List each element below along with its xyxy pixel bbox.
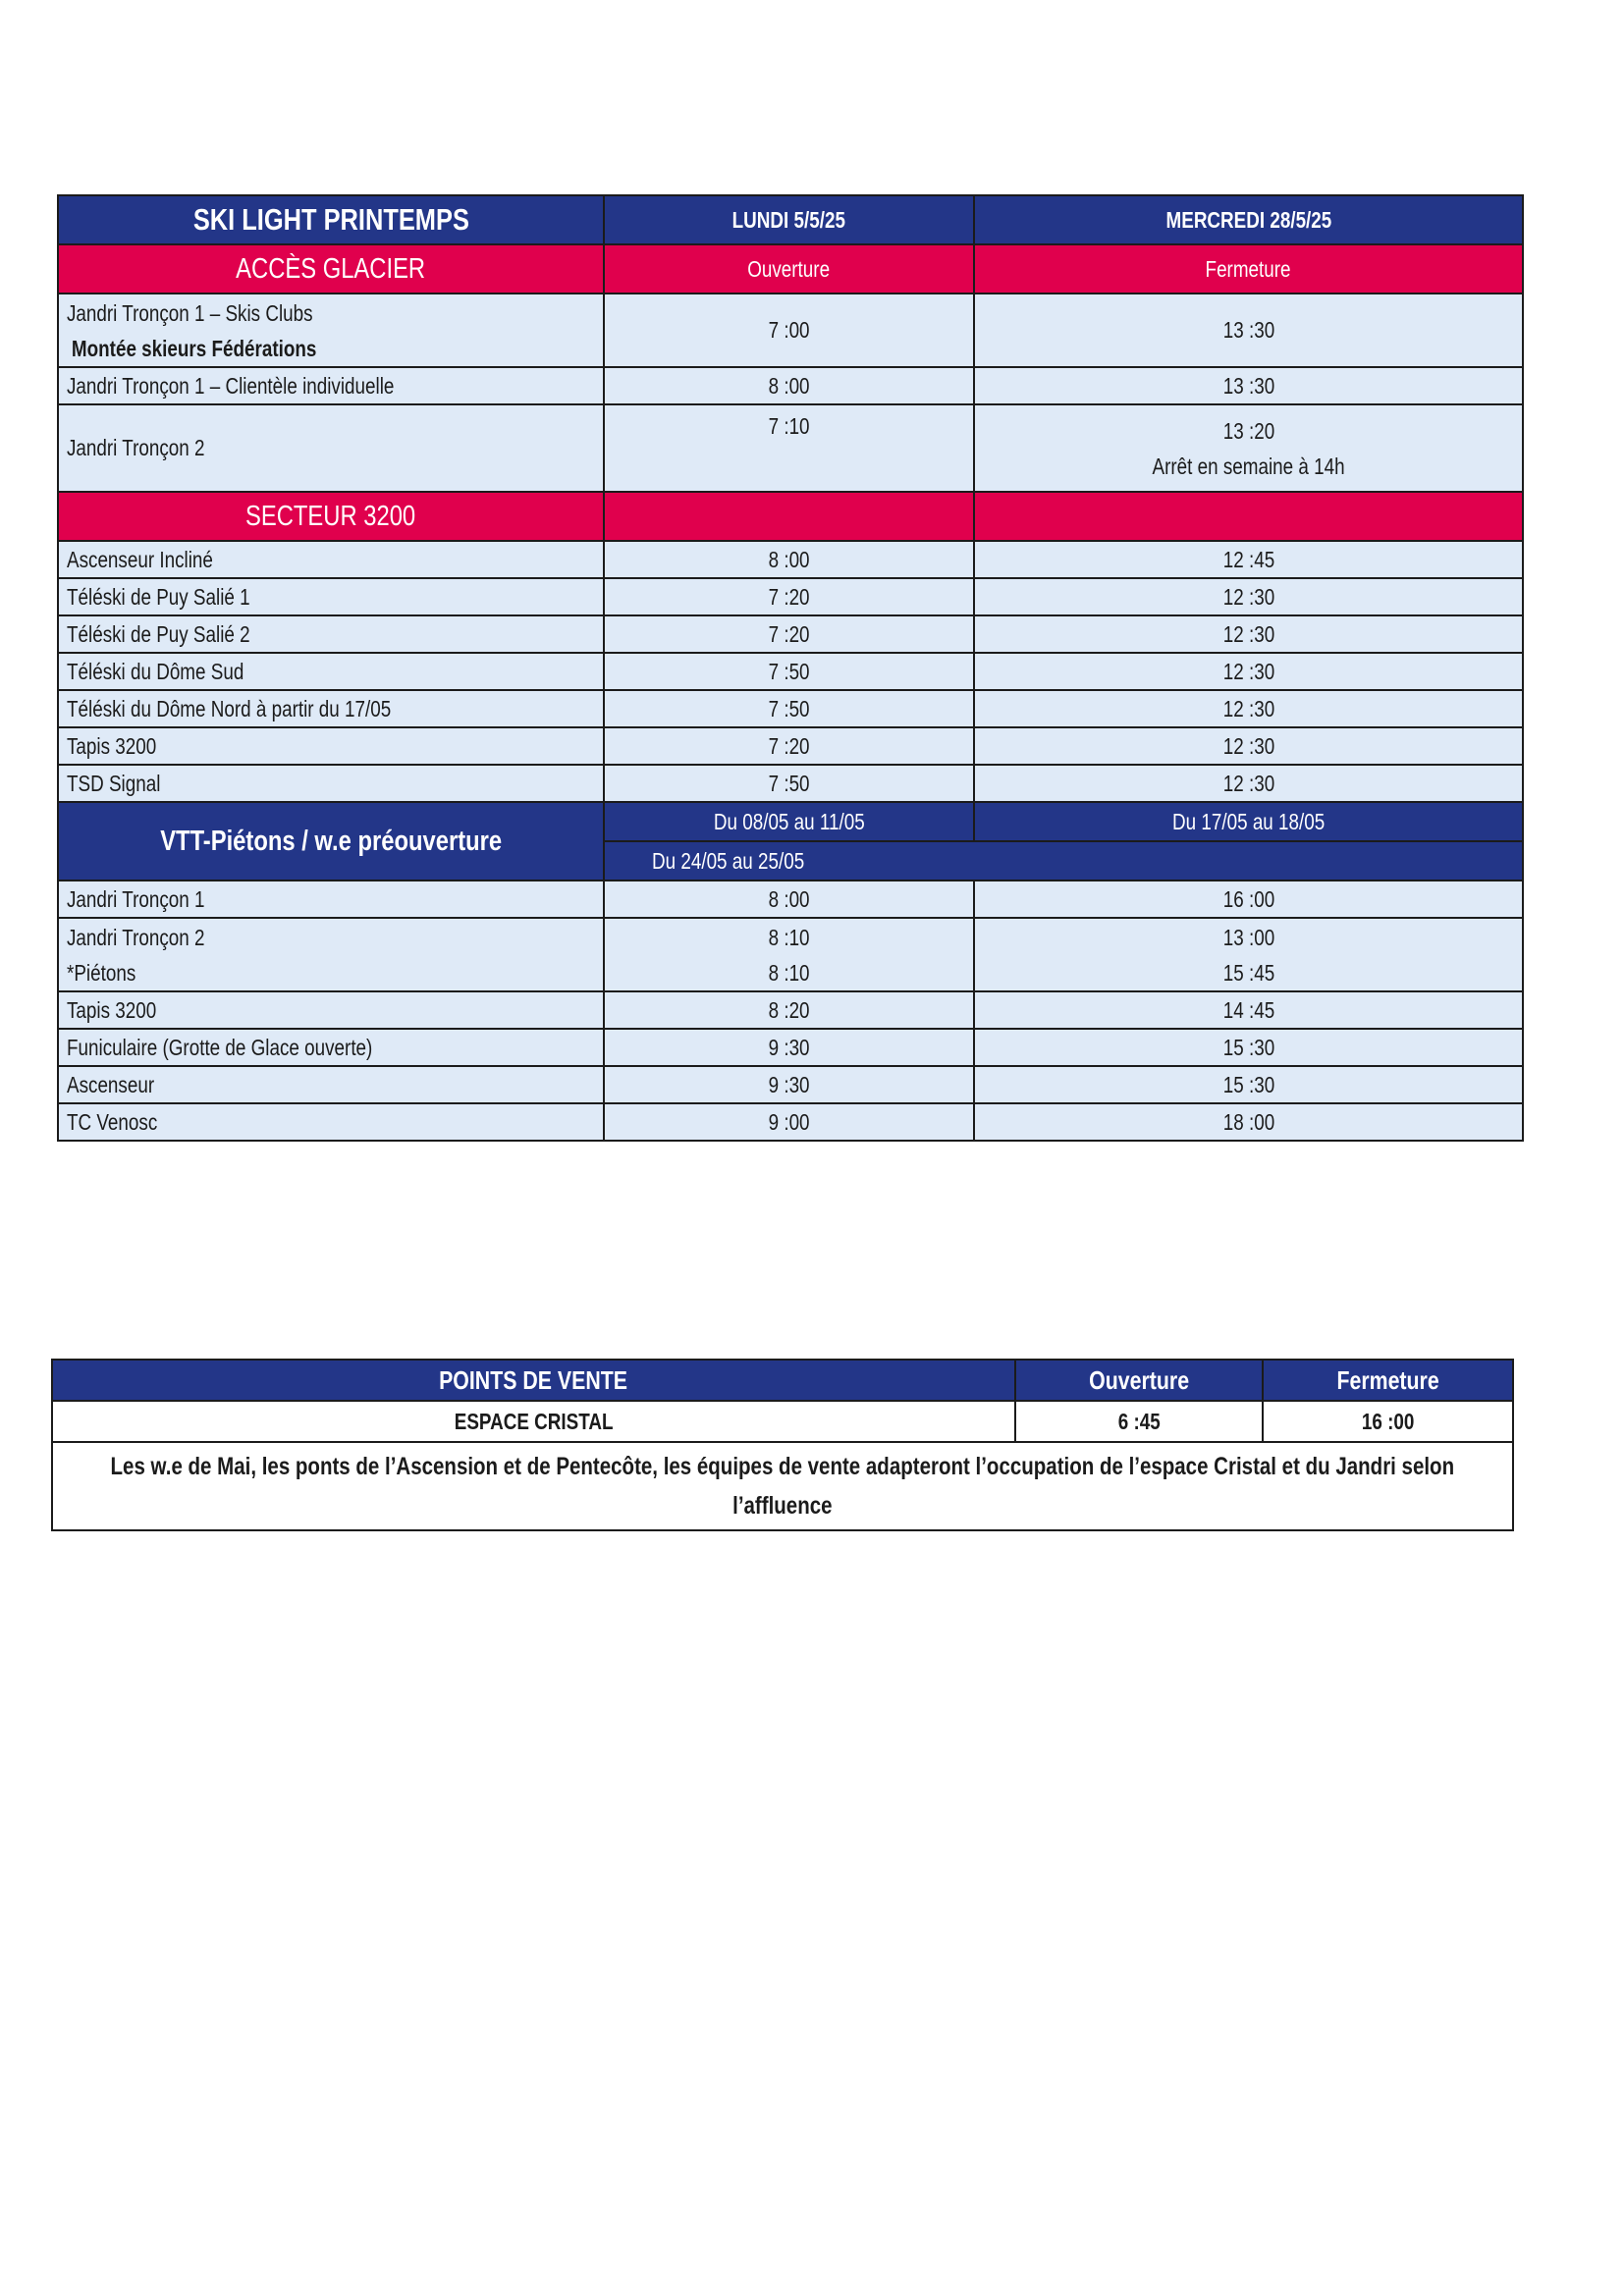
glacier-section-title: ACCÈS GLACIER [58, 244, 604, 294]
table-row [58, 541, 1523, 578]
row-label: Jandri Tronçon 1 – Skis Clubs Montée skieurs Fédérations [58, 294, 604, 367]
row-close: 12 :30 [974, 578, 1523, 615]
row-open: 9 :30 [604, 1029, 974, 1066]
row-close-note: Arrêt en semaine à 14h [1152, 453, 1345, 479]
row-label: Jandri Tronçon 2 [58, 404, 604, 492]
row-close: 16 :00 [974, 881, 1523, 918]
row-close: 12 :30 [974, 615, 1523, 653]
sales-open: 6 :45 [1015, 1401, 1263, 1442]
secteur-empty-cell [974, 492, 1523, 541]
vtt-period-2: Du 17/05 au 18/05 [974, 802, 1523, 841]
schedule-date-end: MERCREDI 28/5/25 [974, 195, 1523, 244]
table-row [58, 1029, 1523, 1066]
row-sublabel: *Piétons [67, 959, 136, 986]
row-open: 7 :00 [604, 294, 974, 367]
table-row [58, 918, 1523, 991]
ski-light-schedule-table [57, 194, 1524, 1142]
row-close: 18 :00 [974, 1103, 1523, 1141]
sales-note: Les w.e de Mai, les ponts de l’Ascension et de Pentecôte, les équipes de vente adapteront l’occupation de l’espace Cristal et du Jandri selon l’affluence [52, 1442, 1513, 1530]
glacier-open-header: Ouverture [604, 244, 974, 294]
vtt-period-1: Du 08/05 au 11/05 [604, 802, 974, 841]
row-label: Jandri Tronçon 1 [58, 881, 604, 918]
row-label: Tapis 3200 [58, 727, 604, 765]
sales-close-header: Fermeture [1263, 1360, 1513, 1401]
schedule-header-row [58, 195, 1523, 244]
vtt-section-row [58, 802, 1523, 841]
schedule-date-start: LUNDI 5/5/25 [604, 195, 974, 244]
sales-close: 16 :00 [1263, 1401, 1513, 1442]
row-open: 7 :50 [604, 765, 974, 802]
table-row [58, 1066, 1523, 1103]
row-close: 12 :30 [974, 690, 1523, 727]
secteur-section-row [58, 492, 1523, 541]
row-open: 8 :10 8 :10 [604, 918, 974, 991]
table-row [58, 727, 1523, 765]
row-label: Funiculaire (Grotte de Glace ouverte) [58, 1029, 604, 1066]
row-label: TSD Signal [58, 765, 604, 802]
sales-open-header: Ouverture [1015, 1360, 1263, 1401]
sales-header-row [52, 1360, 1513, 1401]
table-row [58, 1103, 1523, 1141]
row-label: TC Venosc [58, 1103, 604, 1141]
sales-place: ESPACE CRISTAL [52, 1401, 1015, 1442]
table-row [58, 367, 1523, 404]
row-close: 12 :30 [974, 765, 1523, 802]
row-label: Téléski de Puy Salié 1 [58, 578, 604, 615]
row-open: 7 :20 [604, 727, 974, 765]
secteur-empty-cell [604, 492, 974, 541]
glacier-section-row [58, 244, 1523, 294]
row-label: Jandri Tronçon 1 – Clientèle individuelle [58, 367, 604, 404]
row-open: 9 :00 [604, 1103, 974, 1141]
sales-note-row [52, 1442, 1513, 1530]
row-open: 7 :10 [604, 404, 974, 492]
vtt-section-title: VTT-Piétons / w.e préouverture [58, 802, 604, 881]
row-open: 7 :20 [604, 615, 974, 653]
row-label: Téléski de Puy Salié 2 [58, 615, 604, 653]
row-open: 8 :00 [604, 367, 974, 404]
table-row [58, 690, 1523, 727]
schedule-title: SKI LIGHT PRINTEMPS [58, 195, 604, 244]
sales-points-table [51, 1359, 1514, 1531]
table-row [58, 765, 1523, 802]
row-close: 15 :30 [974, 1066, 1523, 1103]
row-open: 7 :20 [604, 578, 974, 615]
table-row [58, 615, 1523, 653]
secteur-section-title: SECTEUR 3200 [58, 492, 604, 541]
row-open: 7 :50 [604, 653, 974, 690]
row-label: Téléski du Dôme Nord à partir du 17/05 [58, 690, 604, 727]
row-close: 13 :30 [974, 294, 1523, 367]
row-open: 8 :00 [604, 541, 974, 578]
table-row [58, 991, 1523, 1029]
sales-title: POINTS DE VENTE [52, 1360, 1015, 1401]
row-close: 12 :30 [974, 727, 1523, 765]
table-row [58, 404, 1523, 492]
row-open: 7 :50 [604, 690, 974, 727]
table-row [58, 653, 1523, 690]
row-label: Ascenseur [58, 1066, 604, 1103]
row-label: Ascenseur Incliné [58, 541, 604, 578]
row-label: Téléski du Dôme Sud [58, 653, 604, 690]
table-row [58, 881, 1523, 918]
table-row [58, 578, 1523, 615]
row-close: 13 :30 [974, 367, 1523, 404]
row-open: 8 :20 [604, 991, 974, 1029]
table-row [58, 294, 1523, 367]
row-open: 9 :30 [604, 1066, 974, 1103]
row-label: Jandri Tronçon 2 *Piétons [58, 918, 604, 991]
row-open: 8 :00 [604, 881, 974, 918]
sales-row [52, 1401, 1513, 1442]
row-close: 12 :45 [974, 541, 1523, 578]
row-close: 13 :20 Arrêt en semaine à 14h [974, 404, 1523, 492]
glacier-close-header: Fermeture [974, 244, 1523, 294]
row-label: Tapis 3200 [58, 991, 604, 1029]
row-close: 15 :30 [974, 1029, 1523, 1066]
row-close: 12 :30 [974, 653, 1523, 690]
vtt-period-3: Du 24/05 au 25/05 [604, 841, 1523, 881]
row-sublabel: Montée skieurs Fédérations [71, 335, 317, 361]
row-close: 13 :00 15 :45 [974, 918, 1523, 991]
row-close: 14 :45 [974, 991, 1523, 1029]
